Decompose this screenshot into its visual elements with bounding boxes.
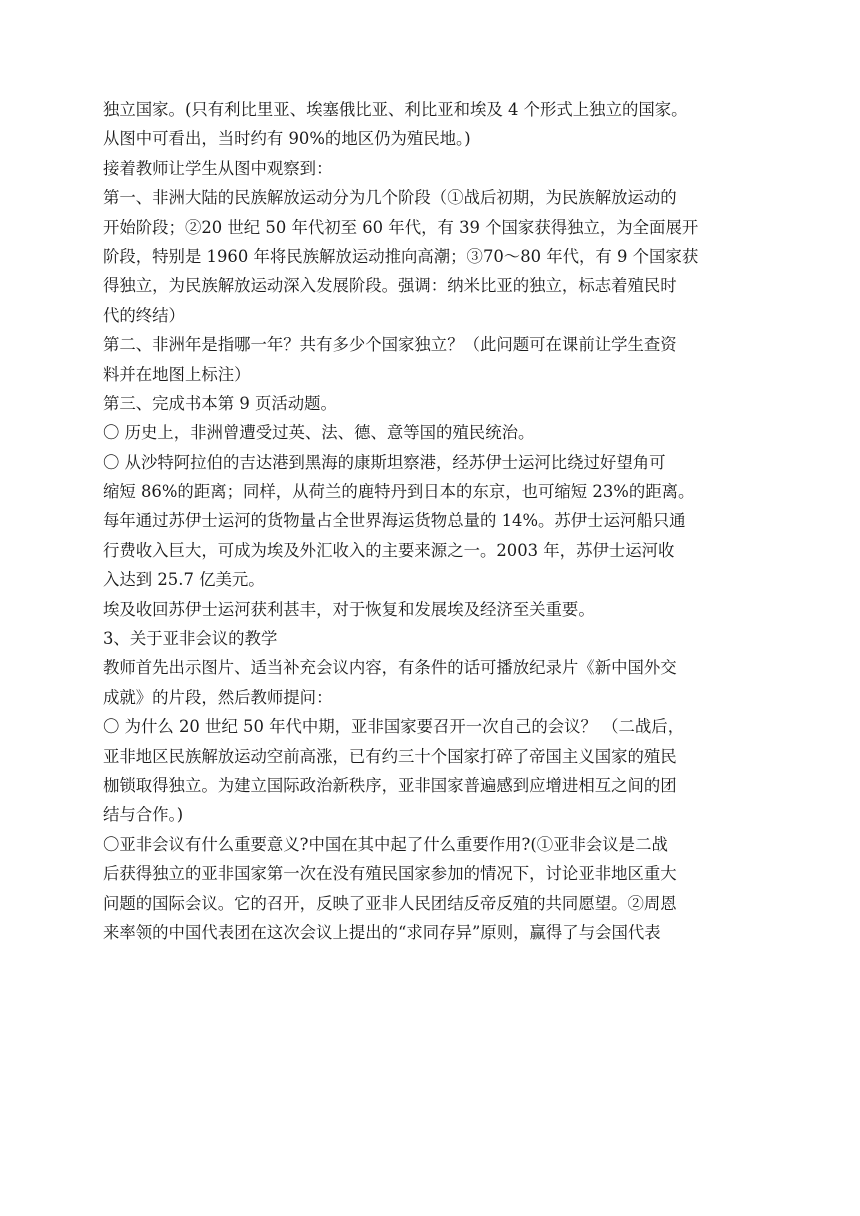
text-line: 成就》的片段，然后教师提问： (103, 687, 333, 707)
text-line: 教师首先出示图片、适当补充会议内容，有条件的话可播放纪录片《新中国外交 (103, 658, 677, 678)
text-line: 第三、完成书本第 9 页活动题。 (103, 393, 337, 413)
text-line: 代的终结） (103, 305, 185, 325)
text-line: 〇 历史上，非洲曾遭受过英、法、德、意等国的殖民统治。 (103, 423, 535, 443)
text-line: 料并在地图上标注） (103, 364, 251, 384)
text-line: 后获得独立的亚非国家第一次在没有殖民国家参加的情况下，讨论亚非地区重大 (103, 864, 677, 884)
text-line: 缩短 86%的距离；同样，从荷兰的鹿特丹到日本的东京，也可缩短 23%的距离。 (103, 482, 695, 502)
text-line: 阶段，特别是 1960 年将民族解放运动推向高潮；③70～80 年代，有 9 个国家获 (103, 246, 699, 266)
text-line: 亚非地区民族解放运动空前高涨，已有约三十个国家打碎了帝国主义国家的殖民 (103, 746, 677, 766)
text-line: 开始阶段；②20 世纪 50 年代初至 60 年代，有 39 个国家获得独立，为全面展开 (103, 217, 699, 237)
text-line: 枷锁取得独立。为建立国际政治新秩序，亚非国家普遍感到应增进相互之间的团 (103, 775, 677, 795)
text-line: 独立国家。(只有利比里亚、埃塞俄比亚、利比亚和埃及 4 个形式上独立的国家。 (103, 100, 688, 119)
text-line: 来率领的中国代表团在这次会议上提出的“求同存异”原则，赢得了与会国代表 (103, 922, 661, 942)
text-line: 得独立，为民族解放运动深入发展阶段。强调：纳米比亚的独立，标志着殖民时 (103, 276, 677, 296)
text-line: 埃及收回苏伊士运河获利甚丰，对于恢复和发展埃及经济至关重要。 (103, 599, 595, 619)
document-page (103, 95, 743, 947)
document-body (103, 95, 743, 947)
text-line: 从图中可看出，当时约有 90%的地区仍为殖民地。) (103, 129, 471, 149)
text-line: 行费收入巨大，可成为埃及外汇收入的主要来源之一。2003 年，苏伊士运河收 (103, 540, 675, 560)
text-line: 3、关于亚非会议的教学 (103, 629, 278, 649)
text-line: 问题的国际会议。它的召开，反映了亚非人民团结反帝反殖的共同愿望。②周恩 (103, 893, 677, 913)
text-line: 结与合作。) (103, 805, 184, 825)
text-line: 〇亚非会议有什么重要意义?中国在其中起了什么重要作用?(①亚非会议是二战 (103, 834, 668, 854)
text-line: 每年通过苏伊士运河的货物量占全世界海运货物总量的 14%。苏伊士运河船只通 (103, 511, 686, 531)
text-line: 〇 为什么 20 世纪 50 年代中期，亚非国家要召开一次自己的会议？ （二战后， (103, 717, 685, 737)
text-line: 第一、非洲大陆的民族解放运动分为几个阶段（①战后初期，为民族解放运动的 (103, 188, 677, 208)
text-line: 〇 从沙特阿拉伯的吉达港到黑海的康斯坦察港，经苏伊士运河比绕过好望角可 (103, 452, 666, 472)
text-line: 接着教师让学生从图中观察到： (103, 158, 333, 178)
text-line: 入达到 25.7 亿美元。 (103, 570, 265, 590)
text-line: 第二、非洲年是指哪一年？共有多少个国家独立？（此问题可在课前让学生查资 (103, 335, 677, 355)
